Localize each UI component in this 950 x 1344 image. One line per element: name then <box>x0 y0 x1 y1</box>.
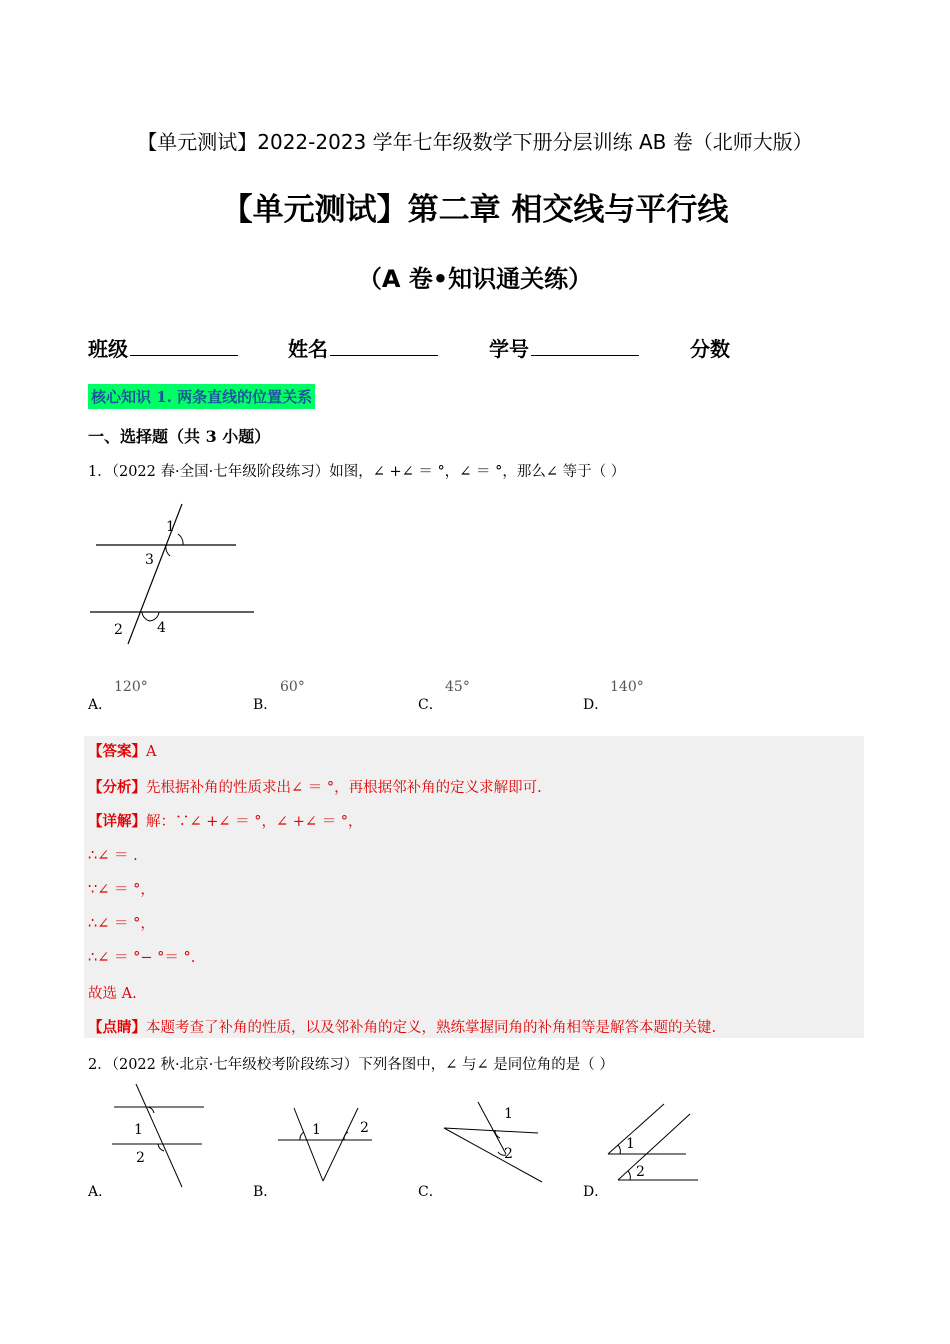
analysis-line <box>88 776 542 797</box>
comment-text: 本题考查了补角的性质，以及邻补角的定义，熟练掌握同角的补角相等是解答本题的关键. <box>146 1020 717 1036</box>
name-blank[interactable] <box>330 337 438 356</box>
question-1-text: 1．（2022 春·全国·七年级阶段练习）如图，∠ +∠ ＝ °，∠ ＝ °，那么∠ 等于（ ） <box>88 464 626 480</box>
main-title: 【单元测试】第二章 相交线与平行线 <box>221 192 729 228</box>
series-title: 【单元测试】2022-2023 学年七年级数学下册分层训练 AB 卷（北师大版） <box>137 130 813 154</box>
q1-option-b-letter: B． <box>253 697 278 713</box>
q2c-angle-1: 1 <box>504 1106 513 1122</box>
q2-option-d[interactable]: D． <box>583 1184 609 1200</box>
q2-option-c[interactable]: C． <box>418 1184 443 1200</box>
q1-option-d-value: 140° <box>610 679 644 695</box>
solution-conclusion: 故选 A. <box>88 986 137 1002</box>
q1-option-d[interactable] <box>583 694 608 714</box>
detail-text: 解：∵∠ +∠ ＝ °，∠ +∠ ＝ °， <box>146 814 363 830</box>
solution-step: ∴∠ ＝ °， <box>88 916 155 932</box>
q2a-angle-2: 2 <box>136 1150 145 1166</box>
q1-option-a-letter: A． <box>88 697 113 713</box>
q1-option-a[interactable] <box>88 694 112 714</box>
section-title: 一、选择题（共 3 小题） <box>88 427 271 446</box>
q1-option-c[interactable] <box>418 694 443 714</box>
name-label: 姓名 <box>288 337 328 361</box>
answer-line <box>88 740 156 761</box>
q2-option-a[interactable]: A． <box>88 1184 113 1200</box>
angle-label-2: 2 <box>114 622 123 638</box>
q1-option-b[interactable] <box>253 694 277 714</box>
comment-tag: 【点睛】 <box>88 1019 146 1036</box>
score-field <box>690 333 730 362</box>
sub-title: （A 卷•知识通关练） <box>357 265 593 293</box>
q1-option-c-letter: C． <box>418 697 443 713</box>
answer-tag: 【答案】 <box>88 743 146 760</box>
q2d-angle-1: 1 <box>626 1136 635 1152</box>
q1-option-b-value: 60° <box>280 679 305 695</box>
q2-figure-c <box>440 1098 545 1188</box>
comment-line <box>88 1016 716 1037</box>
q2b-angle-1: 1 <box>312 1122 321 1138</box>
solution-step: ∴∠ ＝ . <box>88 848 138 864</box>
q2a-angle-1: 1 <box>134 1122 143 1138</box>
class-label: 班级 <box>88 337 128 361</box>
id-blank[interactable] <box>531 337 639 356</box>
detail-line <box>88 810 363 831</box>
angle-label-1: 1 <box>166 519 175 535</box>
question-2-text: 2．（2022 秋·北京·七年级校考阶段练习）下列各图中，∠ 与∠ 是同位角的是（ ） <box>88 1057 614 1073</box>
q2d-angle-2: 2 <box>636 1164 645 1180</box>
analysis-text: 先根据补角的性质求出∠ ＝ °，再根据邻补角的定义求解即可. <box>146 780 542 796</box>
q1-option-c-value: 45° <box>445 679 470 695</box>
q2-option-b[interactable]: B． <box>253 1184 278 1200</box>
angle-label-3: 3 <box>145 552 154 568</box>
answer-value: A <box>146 744 157 760</box>
detail-tag: 【详解】 <box>88 813 146 830</box>
q2c-angle-2: 2 <box>504 1146 513 1162</box>
analysis-tag: 【分析】 <box>88 779 146 796</box>
id-field[interactable] <box>489 333 639 362</box>
q2b-angle-2: 2 <box>360 1120 369 1136</box>
q1-option-a-value: 120° <box>114 679 148 695</box>
angle-label-4: 4 <box>157 620 166 636</box>
q1-option-d-letter: D． <box>583 697 609 713</box>
knowledge-point-label: 核心知识 1. 两条直线的位置关系 <box>88 384 315 409</box>
q2-figure-a <box>104 1082 214 1192</box>
class-field[interactable] <box>88 333 238 362</box>
solution-step: ∴∠ ＝ °− °＝ °. <box>88 950 196 966</box>
q2-figure-d <box>606 1102 702 1184</box>
class-blank[interactable] <box>130 337 238 356</box>
q2-figure-b <box>276 1106 376 1186</box>
solution-box <box>84 736 864 1038</box>
id-label: 学号 <box>489 337 529 361</box>
question-1-figure <box>86 496 261 646</box>
name-field[interactable] <box>288 333 438 362</box>
score-label: 分数 <box>690 337 730 361</box>
solution-step: ∵∠ ＝ °， <box>88 882 155 898</box>
